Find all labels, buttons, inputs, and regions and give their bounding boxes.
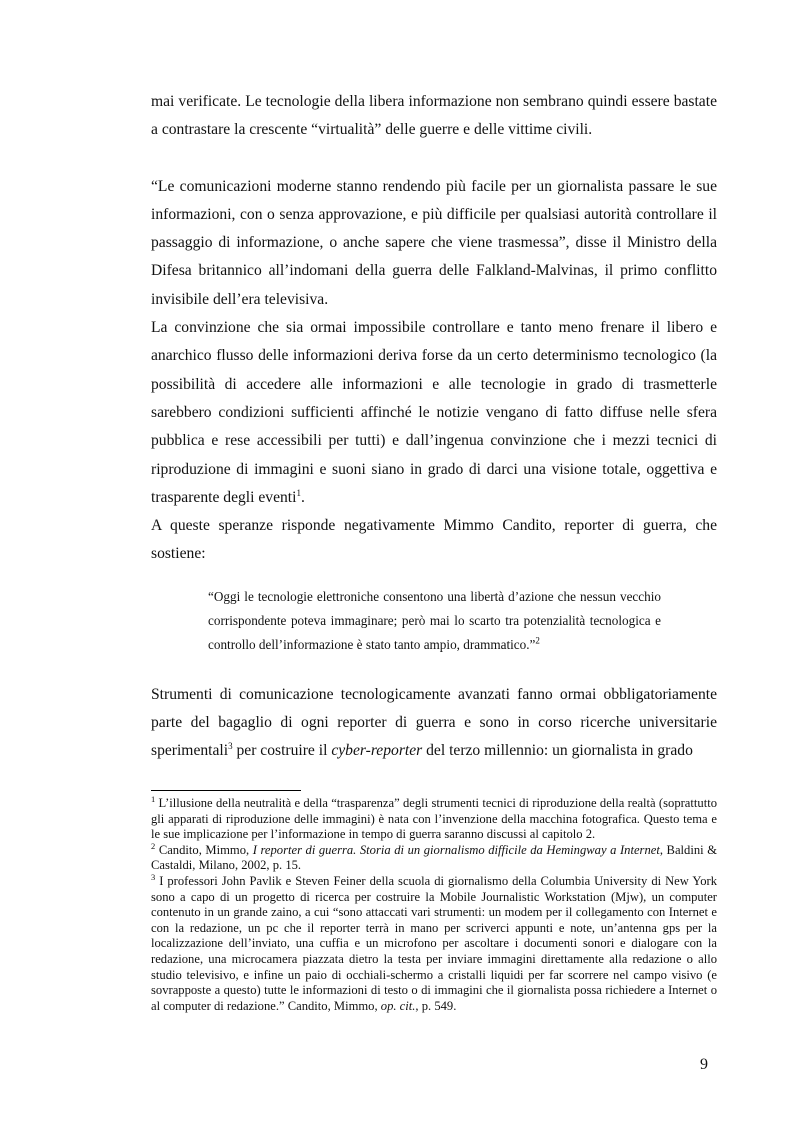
footnote-3-text-b: , p. 549. — [415, 998, 457, 1013]
paragraph-5-text-b: per costruire il — [232, 742, 332, 760]
paragraph-3-text: La convinzione che sia ormai impossibile controllare e tanto meno frenare il libero e anarchico flusso delle informazioni deriva forse da un certo determinismo tecnologico (la possibilità di accedere alle informazioni e alle tecnologie in grado di trasmetterle sarebbero condizioni sufficienti affinché le notizie vengano di fatto diffuse nelle sfera pubblica e rese accessibili per tutti) e dall’ingenua convinzione che i mezzi tecnici di riproduzione di immagini e suoni siano in grado di darci una visione totale, oggettiva e trasparente degli eventi — [151, 319, 717, 506]
footnote-3-text-a: I professori John Pavlik e Steven Feiner della scuola di giornalismo della Columbia University di New York sono a capo di un progetto di ricerca per costruire la Mobile Journalistic Workstation (Mjw), un computer contenuto in un grande zaino, a cui “sono attaccati vari strumenti: un modem per il collegamento con Internet e con la redazione, un pc che il reporter terrà in mano per scriverci appunti e note, un’antenna gps per la localizzazione dell’inviato, una cuffia e un microfono per ascoltare i documenti sonori e dialogare con la redazione, una microcamera piazzata dietro la testa per inviare immagini direttamente alla redazione o allo studio televisivo, e infine un paio di occhiali-schermo a cristalli liquidi per far scorrere nel campo visivo (e sovrapposte a questo) tutte le informazioni di testo o di immagini che il giornalista possa richiedere a Internet o al computer di redazione.” Candito, Mimmo, — [151, 873, 717, 1013]
footnote-ref-1[interactable]: 1 — [296, 487, 301, 498]
footnote-ref-3[interactable]: 3 — [228, 741, 233, 752]
footnotes — [151, 793, 717, 1014]
footnote-2 — [151, 840, 717, 874]
paragraph-1: mai verificate. Le tecnologie della libera informazione non sembrano quindi essere bastate a contrastare la crescente “virtualità” delle guerre e delle vittime civili. — [151, 93, 717, 139]
footnote-2-italic: I reporter di guerra. Storia di un giornalismo difficile da Hemingway a Internet — [252, 842, 660, 857]
paragraph-5-text-c: del terzo millennio: un giornalista in grado — [422, 742, 693, 760]
paragraph-4: A queste speranze risponde negativamente Mimmo Candito, reporter di guerra, che sostiene: — [151, 517, 717, 563]
paragraph-5-text-a: Strumenti di comunicazione tecnologicamente avanzati fanno ormai obbligatoriamente parte del bagaglio di ogni reporter di guerra e sono in corso ricerche universitarie sperimentali — [151, 685, 717, 760]
page-number: 9 — [700, 1056, 708, 1073]
footnote-2-text-a: Candito, Mimmo, — [155, 842, 253, 857]
paragraph-5 — [151, 681, 717, 766]
paragraph-3-end: . — [300, 488, 305, 506]
footnote-3-number: 3 — [151, 871, 156, 882]
paragraph-3 — [151, 314, 717, 512]
footnote-1-text: L’illusione della neutralità e della “trasparenza” degli strumenti tecnici di riproduzione della realtà (soprattutto gli apparati di riproduzione delle immagini) è nata con l’invenzione della macchina fotografica. Questo tema e le sue implicazione per l’informazione in tempo di guerra saranno discussi al capitolo 2. — [151, 796, 717, 842]
paragraph-2: “Le comunicazioni moderne stanno rendendo più facile per un giornalista passare le sue informazioni, con o senza approvazione, e più difficile per qualsiasi autorità controllare il passaggio di informazione, o anche sapere che viene trasmessa”, disse il Ministro della Difesa britannico all’indomani della guerra delle Falkland-Malvinas, il primo conflitto invisibile dell’era televisiva. — [151, 177, 717, 308]
footnote-ref-2[interactable]: 2 — [535, 635, 540, 646]
paragraph-5-italic: cyber-reporter — [331, 742, 423, 760]
block-quote — [208, 585, 661, 657]
block-quote-text: “Oggi le tecnologie elettroniche consentono una libertà d’azione che nessun vecchio corrispondente poteva immaginare; però mai lo scarto tra potenzialità tecnologica e controllo dell’informazione è stato tanto ampio, drammatico.” — [208, 588, 661, 652]
footnote-2-number: 2 — [151, 840, 156, 851]
footnote-1-number: 1 — [151, 793, 156, 804]
page-body — [151, 88, 717, 766]
footnote-2-text-b: , Baldini & Castaldi, Milano, 2002, p. 15. — [151, 842, 717, 873]
footnote-3 — [151, 871, 717, 1014]
footnote-3-italic: op. cit. — [380, 998, 416, 1013]
footnote-1 — [151, 793, 717, 843]
footnote-divider — [151, 790, 301, 791]
